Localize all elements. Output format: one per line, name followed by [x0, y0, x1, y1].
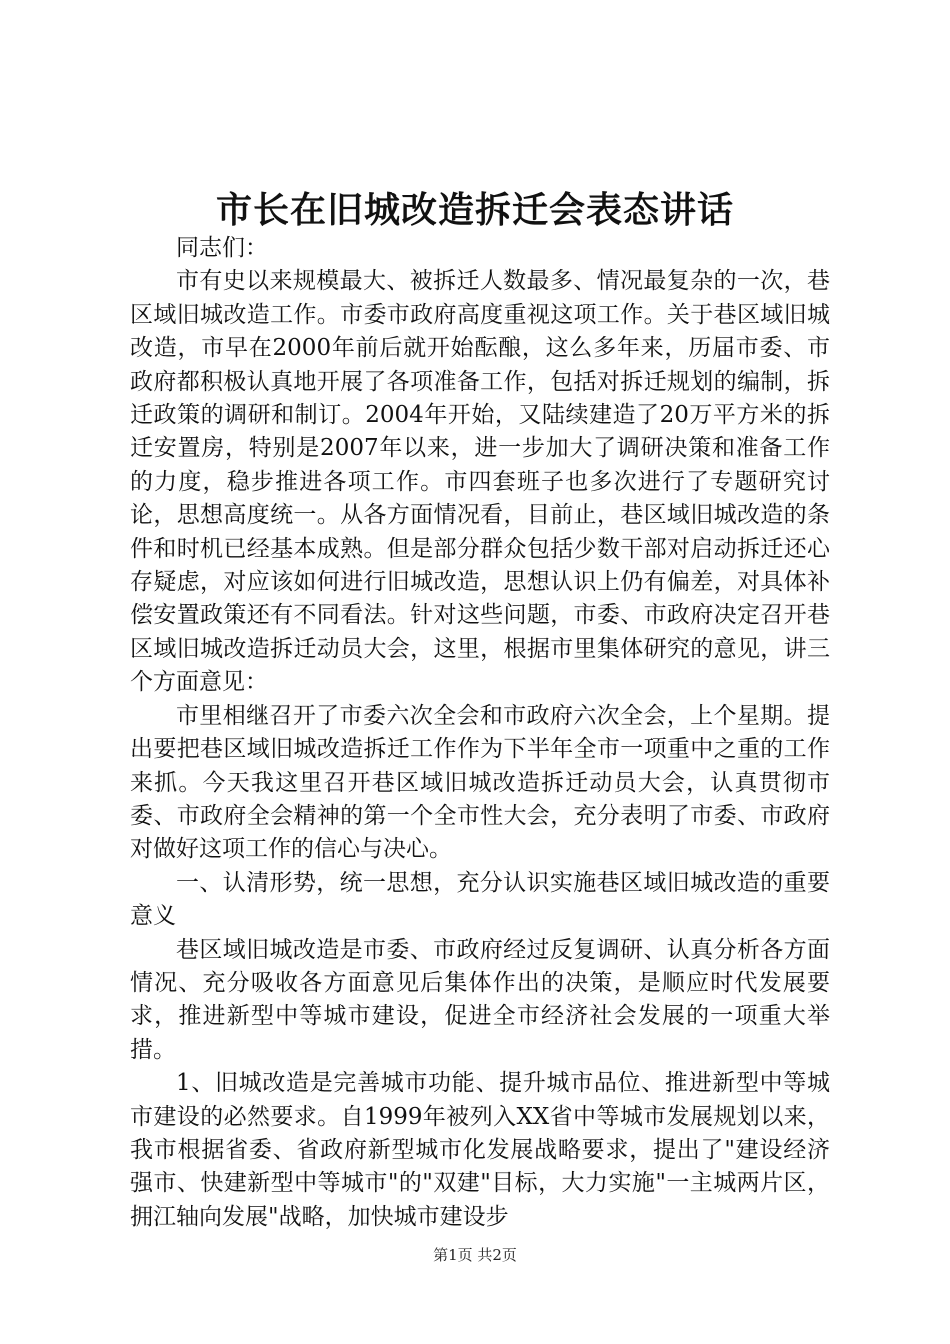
- body-paragraph: 巷区域旧城改造是市委、市政府经过反复调研、认真分析各方面情况、充分吸收各方面意见后集体作出的决策，是顺应时代发展要求，推进新型中等城市建设，促进全市经济社会发展的一项重大举措。: [130, 936, 830, 1063]
- page-number-footer: 第1页 共2页: [433, 1246, 517, 1264]
- salutation-paragraph: 同志们：: [176, 235, 268, 261]
- document-body: [130, 232, 830, 1234]
- body-paragraph: 市里相继召开了市委六次全会和市政府六次全会，上个星期。提出要把巷区域旧城改造拆迁工作作为下半年全市一项重中之重的工作来抓。今天我这里召开巷区域旧城改造拆迁动员大会，认真贯彻市委、市政府全会精神的第一个全市性大会，充分表明了市委、市政府对做好这项工作的信心与决心。: [130, 702, 830, 863]
- body-paragraph: 市有史以来规模最大、被拆迁人数最多、情况最复杂的一次，巷区域旧城改造工作。市委市政府高度重视这项工作。关于巷区域旧城改造，市早在2000年前后就开始酝酿，这么多年来，历届市委、市政府都积极认真地开展了各项准备工作，包括对拆迁规划的编制，拆迁政策的调研和制订。2004年开始，又陆续建造了20万平方米的拆迁安置房，特别是2007年以来，进一步加大了调研决策和准备工作的力度，稳步推进各项工作。市四套班子也多次进行了专题研究讨论，思想高度统一。从各方面情况看，目前止，巷区域旧城改造的条件和时机已经基本成熟。但是部分群众包括少数干部对启动拆迁还心存疑虑，对应该如何进行旧城改造，思想认识上仍有偏差，对具体补偿安置政策还有不同看法。针对这些问题，市委、市政府决定召开巷区域旧城改造拆迁动员大会，这里，根据市里集体研究的意见，讲三个方面意见：: [130, 268, 830, 696]
- section-heading: 一、认清形势，统一思想，充分认识实施巷区域旧城改造的重要意义: [130, 869, 830, 930]
- document-title: 市长在旧城改造拆迁会表态讲话: [215, 189, 734, 231]
- numbered-paragraph: 1、旧城改造是完善城市功能、提升城市品位、推进新型中等城市建设的必然要求。自1999年被列入XX省中等城市发展规划以来，我市根据省委、省政府新型城市化发展战略要求，提出了"建设经济强市、快建新型中等城市"的"双建"目标，大力实施"一主城两片区，拥江轴向发展"战略，加快城市建设步: [130, 1070, 830, 1230]
